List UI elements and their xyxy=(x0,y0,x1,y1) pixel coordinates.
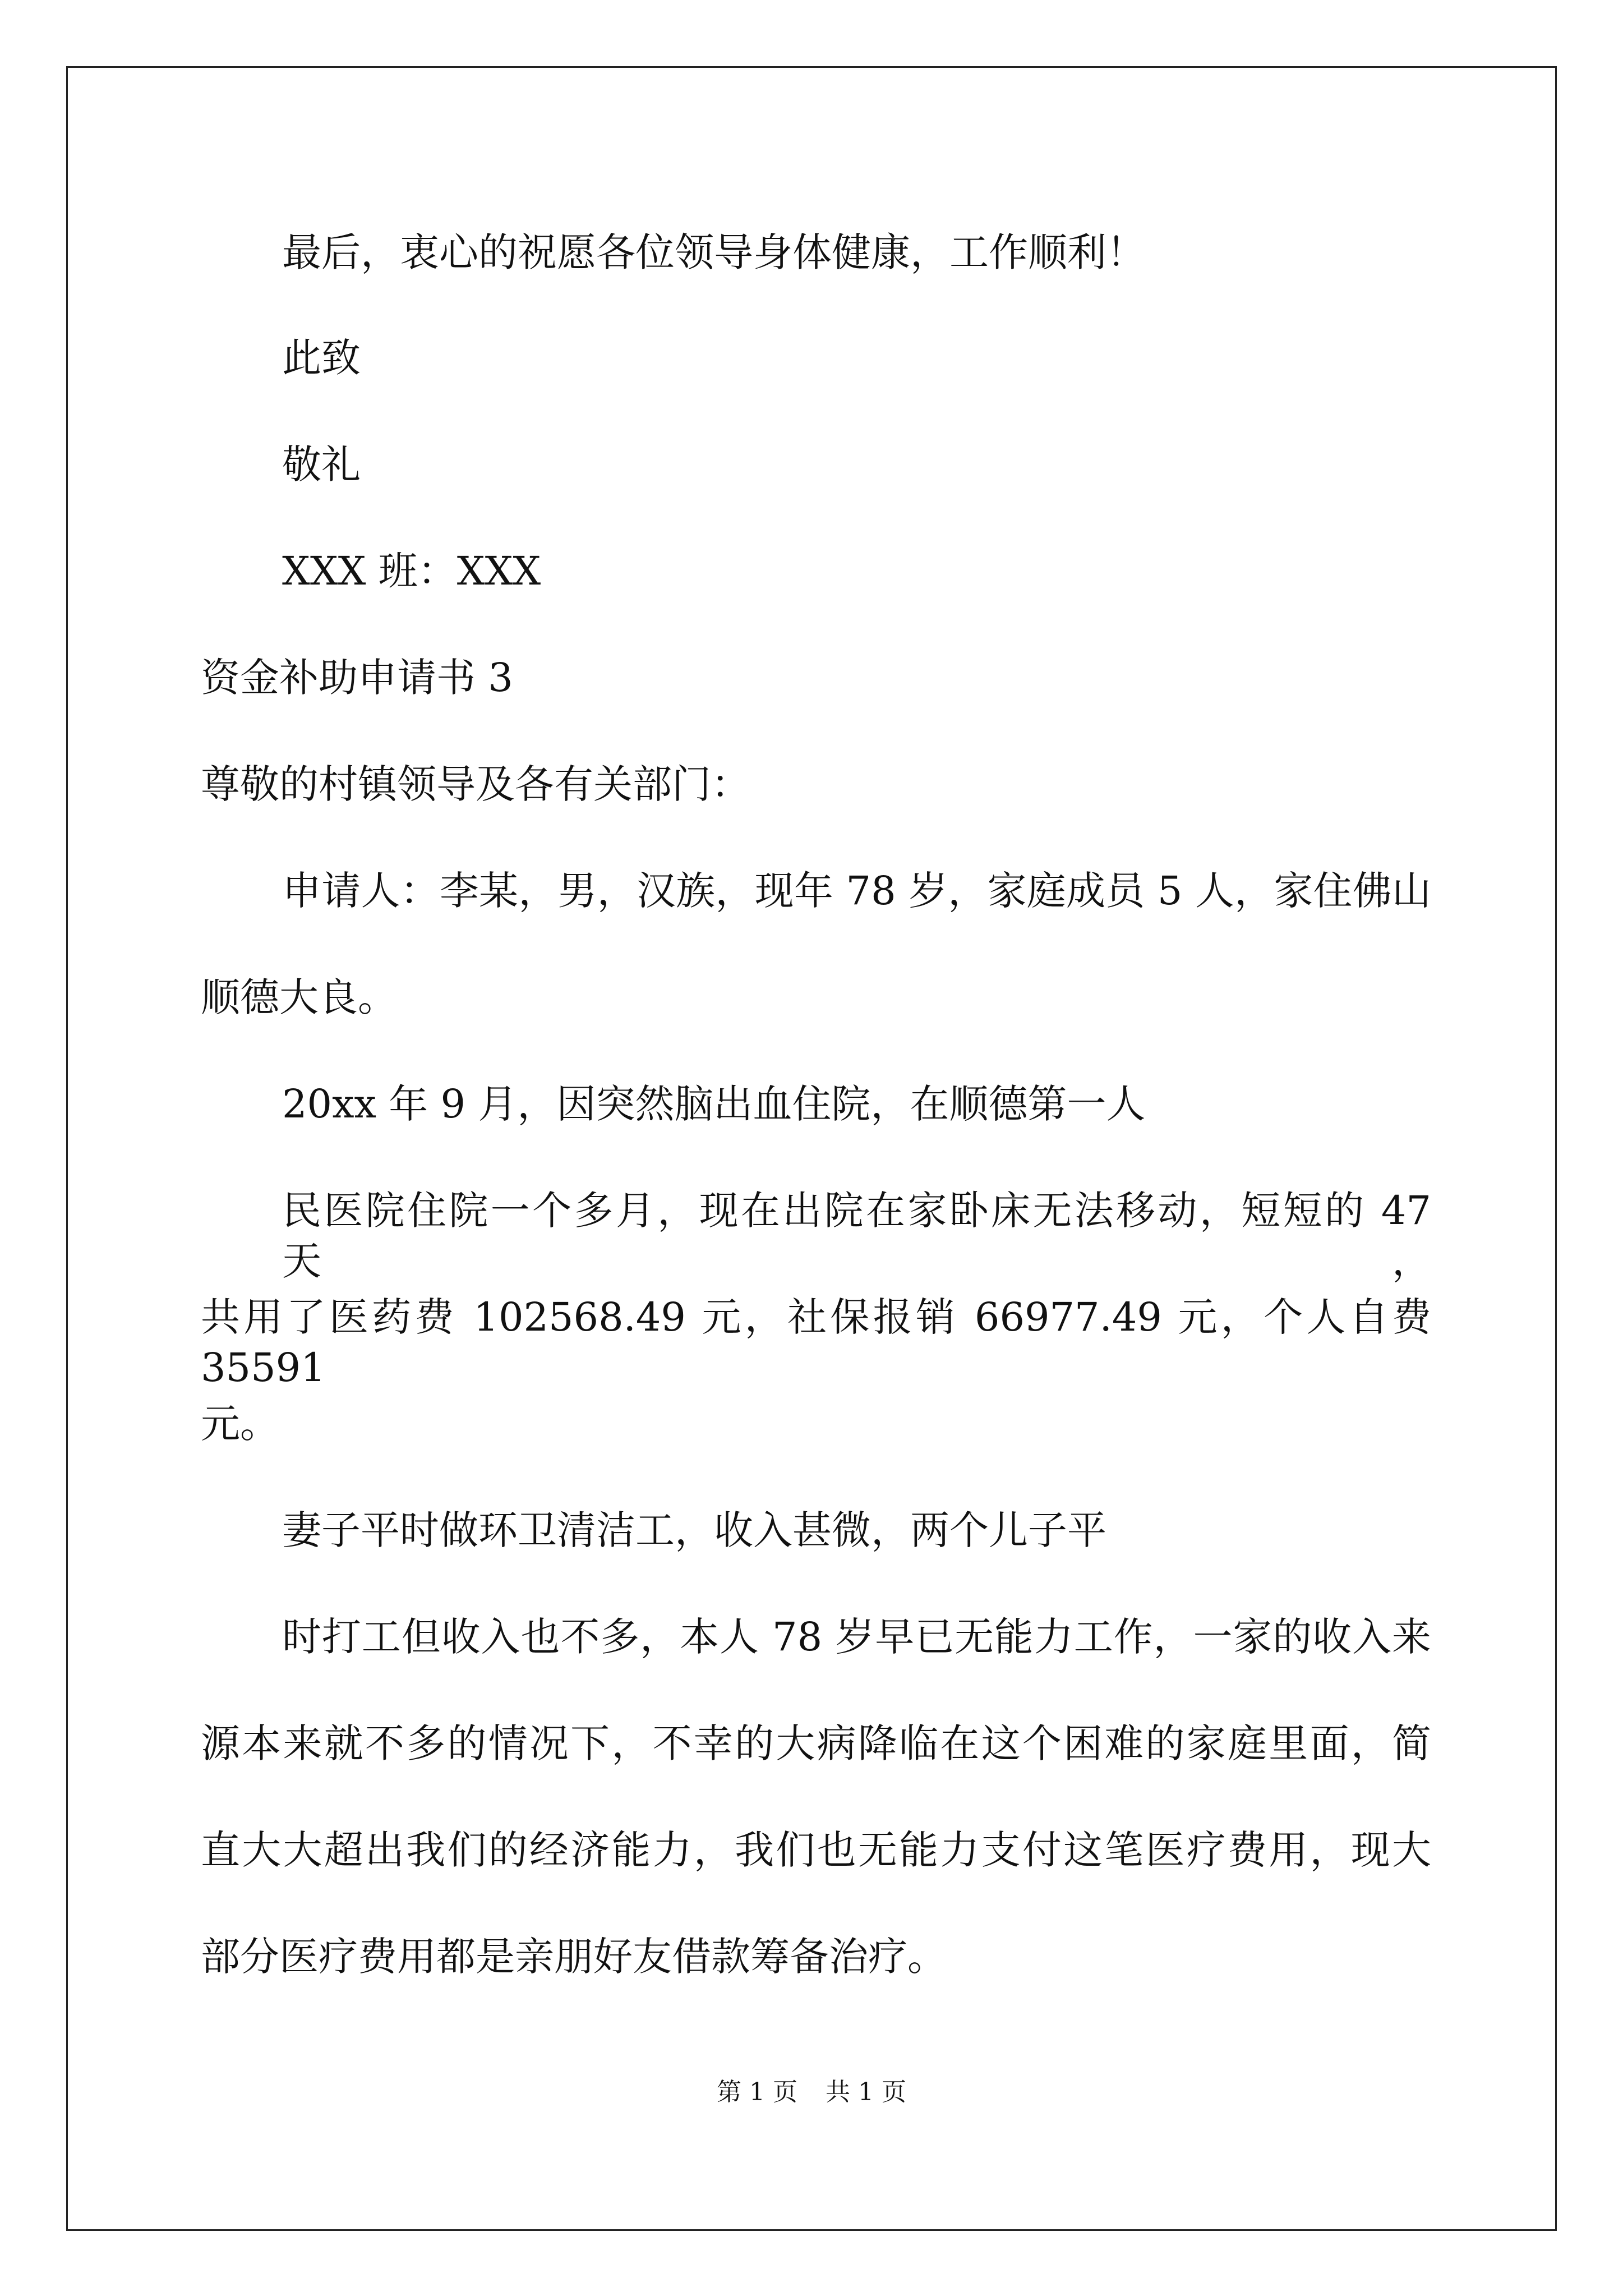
section-title: 资金补助申请书 3 xyxy=(201,655,513,701)
paragraph-income-line-3: 直大大超出我们的经济能力，我们也无能力支付这笔医疗费用，现大 xyxy=(201,1827,1431,1873)
page-number-current: 第 1 页 xyxy=(717,2078,797,2106)
page-footer xyxy=(0,2076,1623,2109)
addressee: 尊敬的村镇领导及各有关部门： xyxy=(201,761,750,807)
page-number-total: 共 1 页 xyxy=(826,2078,906,2106)
page-border xyxy=(66,66,1557,2231)
signature: XXX 班：XXX xyxy=(282,548,541,594)
paragraph-income-line-4: 部分医疗费用都是亲朋好友借款筹备治疗。 xyxy=(201,1934,947,1980)
paragraph-hospital-line-3: 元。 xyxy=(201,1401,279,1447)
closing-wish: 最后，衷心的祝愿各位领导身体健康，工作顺利！ xyxy=(282,229,1146,275)
paragraph-illness-line-1: 20xx 年 9 月，因突然脑出血住院，在顺德第一人 xyxy=(282,1081,1146,1127)
paragraph-family-line-1: 妻子平时做环卫清洁工，收入甚微，两个儿子平 xyxy=(282,1507,1106,1553)
salutation-cizhi: 此致 xyxy=(282,335,361,381)
paragraph-hospital-line-2: 共用了医药费 102568.49 元，社保报销 66977.49 元，个人自费 35591 xyxy=(201,1294,1431,1391)
paragraph-hospital-line-1: 民医院住院一个多月，现在出院在家卧床无法移动，短短的 47 天， xyxy=(282,1188,1431,1284)
paragraph-income-line-2: 源本来就不多的情况下，不幸的大病降临在这个困难的家庭里面，简 xyxy=(201,1720,1431,1766)
paragraph-applicant-line-1: 申请人：李某，男，汉族，现年 78 岁，家庭成员 5 人，家住佛山 xyxy=(282,868,1431,914)
salutation-jingli: 敬礼 xyxy=(282,441,361,487)
paragraph-applicant-line-2: 顺德大良。 xyxy=(201,974,397,1020)
paragraph-income-line-1: 时打工但收入也不多，本人 78 岁早已无能力工作，一家的收入来 xyxy=(282,1614,1431,1660)
